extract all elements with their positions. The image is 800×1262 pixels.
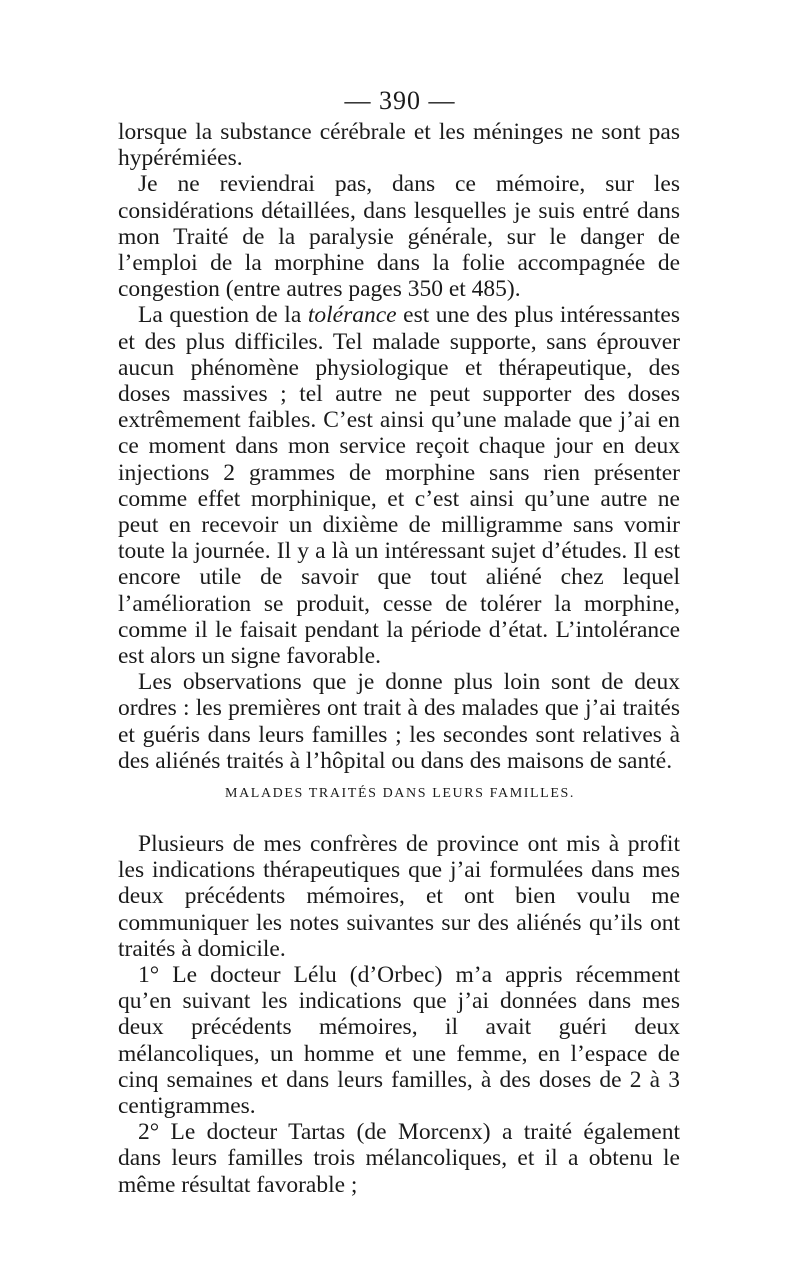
paragraph-observations: Les observations que je donne plus loin sont de deux ordres : les premières ont trait à des malades que j’ai traités et guéris dans leurs familles ; les secondes sont relatives à des aliénés traités à l’hôpital ou dans des maisons de santé. [118,669,680,774]
body-text-bottom [118,831,680,1198]
paragraph-tolerance [118,302,680,669]
paragraph-tolerance-body: est une des plus intéressantes et des plus difficiles. Tel malade supporte, sans éprouver aucun phénomène physiologique et thérapeutique, des doses massives ; tel autre ne peut supporter des doses extrêmement faibles. C’est ainsi qu’une malade que j’ai en ce moment dans mon service reçoit chaque jour en deux injections 2 grammes de morphine sans rien présenter comme effet morphinique, et c’est ainsi qu’une autre ne peut en recevoir un dixième de milligramme sans vomir toute la journée. Il y a là un intéressant sujet d’études. Il est encore utile de savoir que tout aliéné chez lequel l’amélioration se produit, cesse de tolérer la morphine, comme il le faisait pendant la période d’état. L’intolérance est alors un signe favorable. [118,302,681,670]
paragraph-dr-lelu: 1° Le docteur Lélu (d’Orbec) m’a appris récemment qu’en suivant les indications que j’ai données dans mes deux précédents mémoires, il avait guéri deux mélancoliques, un homme et une femme, en l’espace de cinq semaines et dans leurs familles, à des doses de 2 à 3 centigrammes. [118,962,680,1120]
section-heading: MALADES TRAITÉS DANS LEURS FAMILLES. [225,786,575,801]
paragraph-tolerance-lead: La question de la [138,302,308,329]
body-text-top [118,119,680,774]
page-number: — 390 — [344,86,456,115]
tolerance-emphasis: tolérance [307,302,397,329]
paragraph-morphine-congestion: Je ne reviendrai pas, dans ce mémoire, sur les considérations détaillées, dans lesquelles je suis entré dans mon Traité de la paralysie générale, sur le danger de l’emploi de la morphine dans la folie accompagnée de congestion (entre autres pages 350 et 485). [118,171,680,303]
paragraph-continuation: lorsque la substance cérébrale et les méninges ne sont pas hypérémiées. [118,119,680,172]
paragraph-colleagues: Plusieurs de mes confrères de province ont mis à profit les indications thérapeutiques que j’ai formulées dans mes deux précédents mémoires, et ont bien voulu me communiquer les notes suivantes sur des aliénés qu’ils ont traités à domicile. [118,831,680,962]
paragraph-dr-tartas: 2° Le docteur Tartas (de Morcenx) a traité également dans leurs familles trois mélancoliques, et il a obtenu le même résultat favorable ; [118,1119,680,1198]
